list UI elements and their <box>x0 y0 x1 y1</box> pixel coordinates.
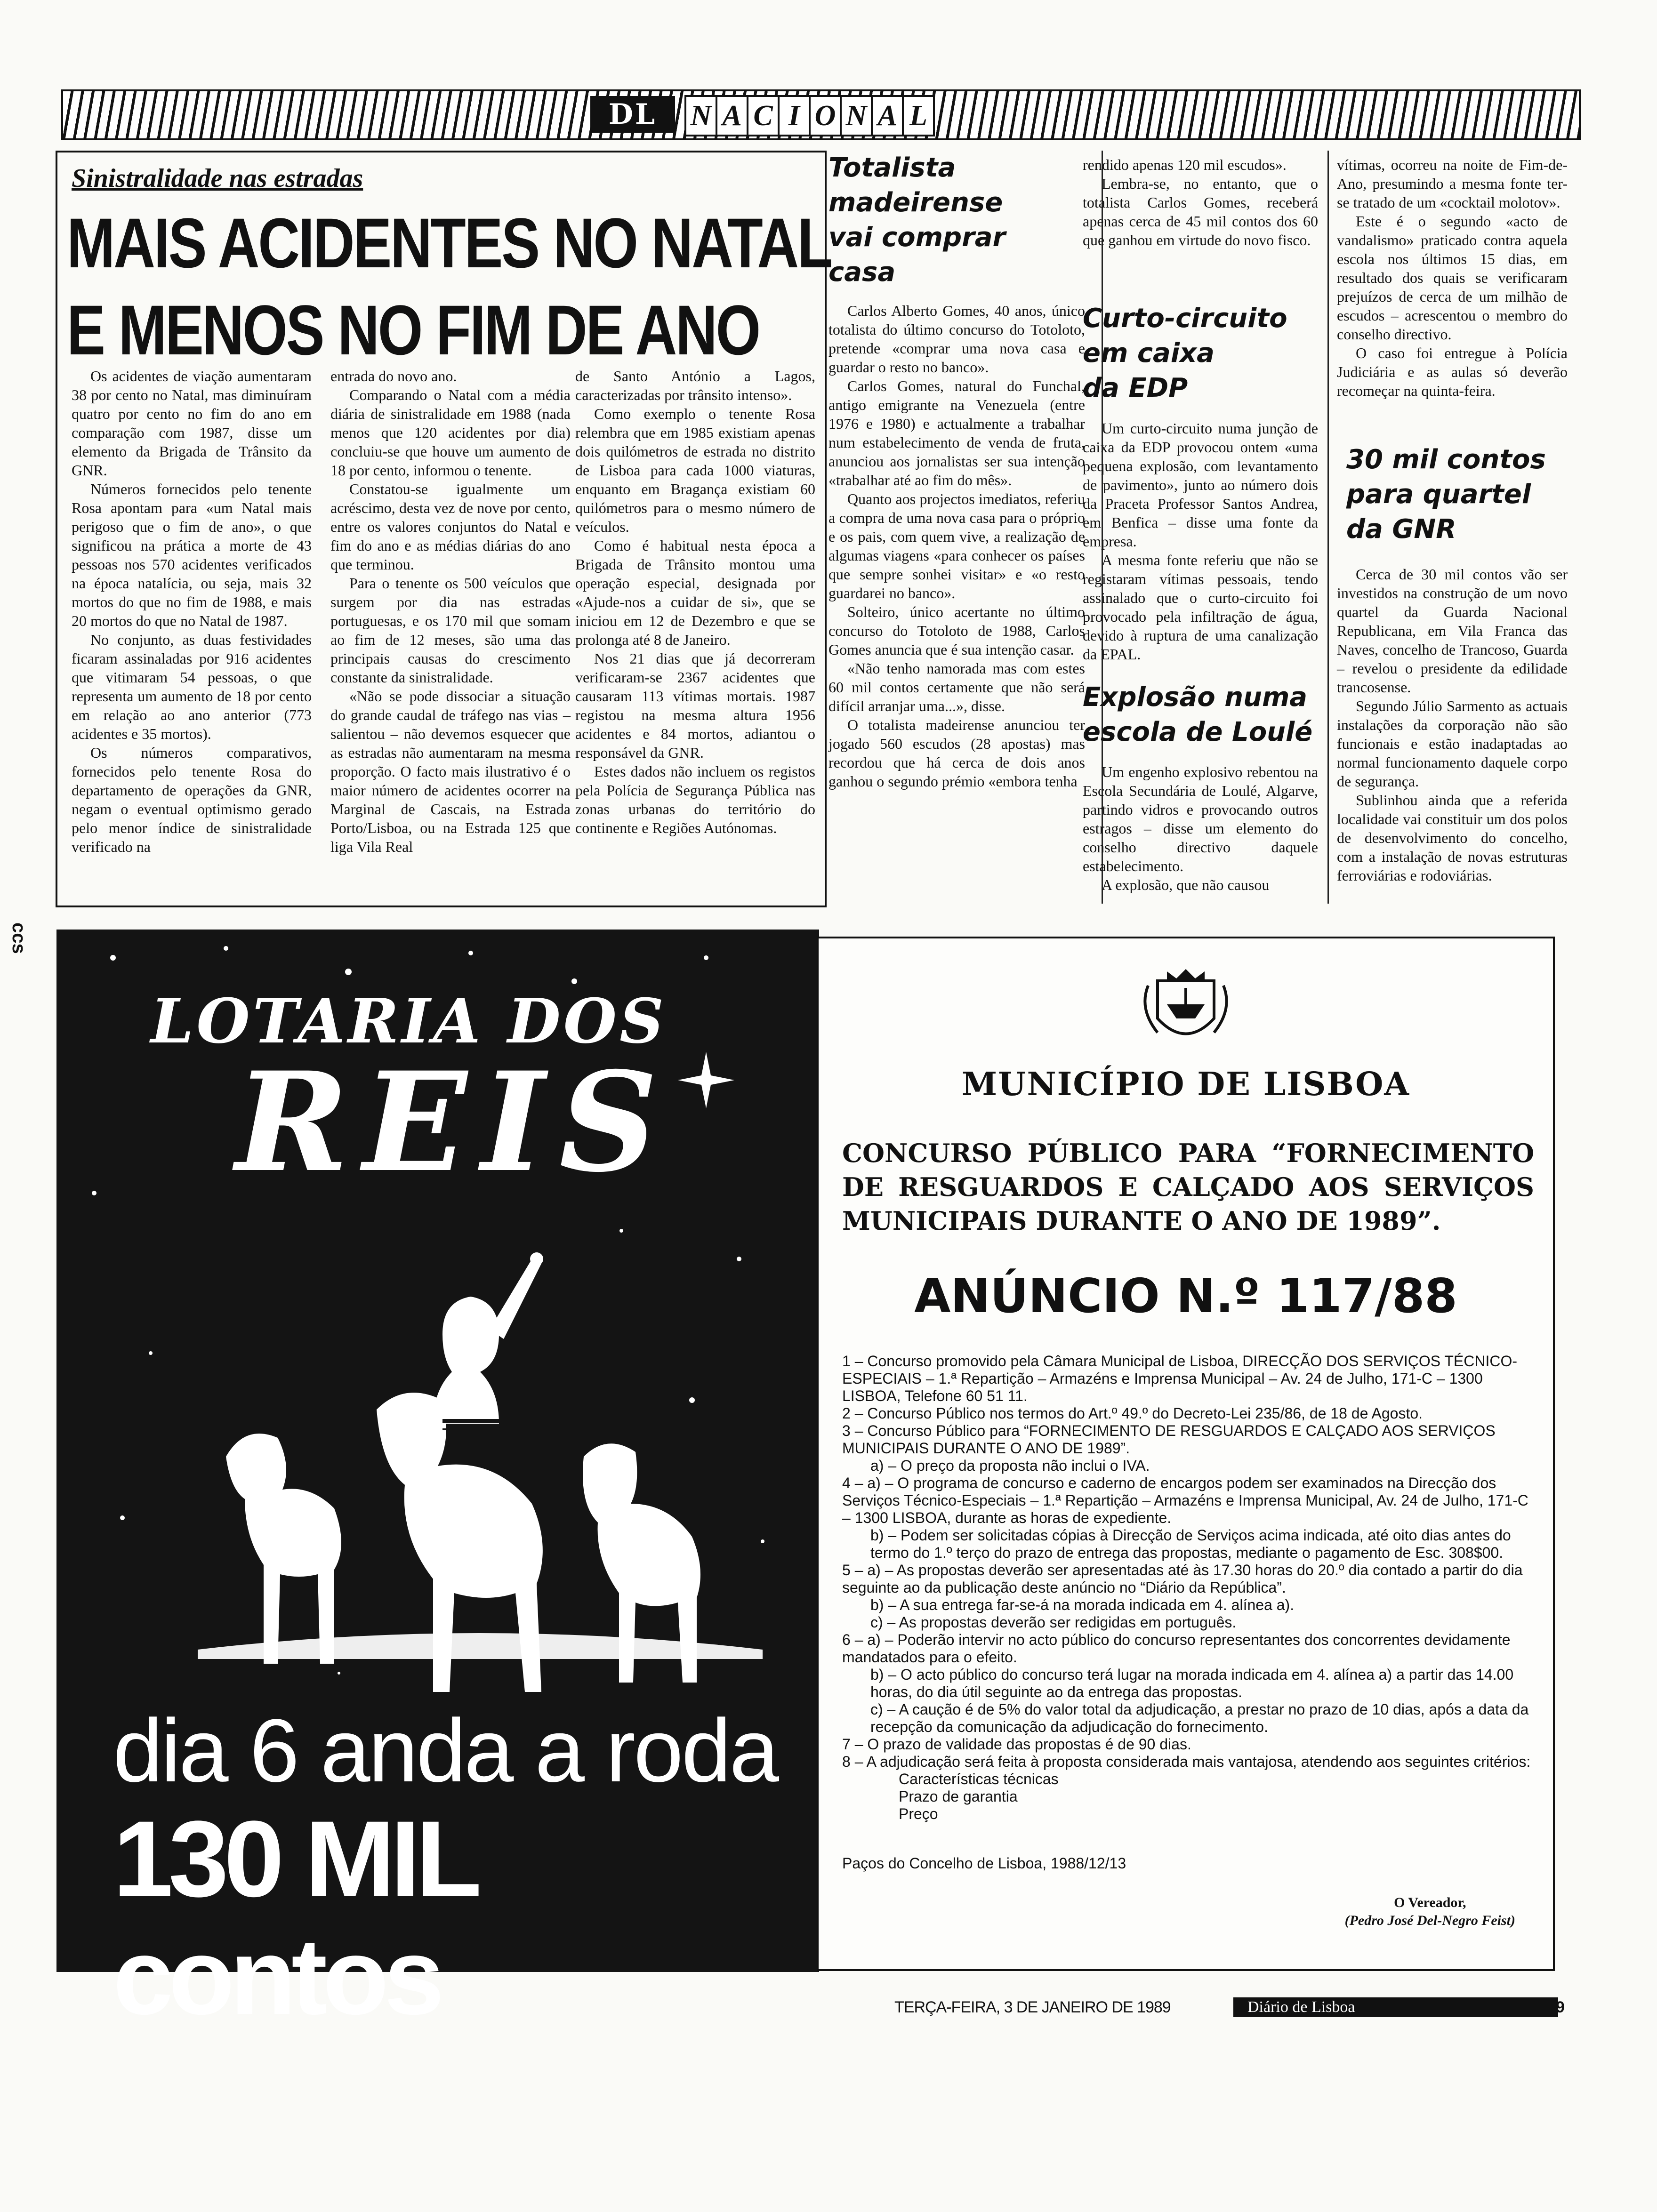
notice-date: Paços do Concelho de Lisboa, 1988/12/13 <box>842 1855 1126 1872</box>
heading-line: da EDP <box>1083 373 1188 403</box>
notice-item: a) – O preço da proposta não inclui o IVA. <box>870 1457 1150 1474</box>
paragraph: A explosão, que não causou <box>1102 876 1270 893</box>
page-footer <box>894 1996 1572 2019</box>
paragraph: Como é habitual nesta época a Brigada de Trânsito montou uma operação especial, designada por «Ajude-nos a cuidar de si», que se iniciou em 12 de Dezembro e que se prolonga até 8 de Janeiro. <box>575 537 815 648</box>
lead-kicker: Sinistralidade nas estradas <box>72 164 363 193</box>
gnr-heading <box>1346 442 1546 547</box>
paragraph: No conjunto, as duas festividades ficaram assinaladas por 916 acidentes que vitimaram 54 pessoas, o que representa um aumento de 18 por cento em relação ao ano anterior (773 acidentes e 35 mortos). <box>72 631 312 742</box>
lotaria-advertisement <box>56 930 819 2037</box>
paragraph: O caso foi entregue à Polícia Judiciária e as aulas só deverão recomeçar na quinta-feira. <box>1337 345 1568 399</box>
municipio-lisboa-notice <box>817 937 1555 1971</box>
notice-item: 5 – a) – As propostas deverão ser apresentadas até às 17.30 horas do 20.º dia contado a partir do dia seguinte ao da publicação deste anúncio no “Diário da República”. <box>842 1562 1523 1596</box>
notice-item: Prazo de garantia <box>899 1788 1018 1805</box>
paragraph: Um curto-circuito numa junção de caixa da EDP provocou ontem «uma pequena explosão, com levantamento de pavimento», junto ao número dois da Praceta Professor Santos Andrea, em Benfica – disse uma fonte da empresa. <box>1083 420 1318 550</box>
side-mark: ccs <box>8 922 29 954</box>
paragraph: Comparando o Natal com a média diária de sinistralidade em 1988 (nada menos que 120 acidentes por dia) concluiu-se que houve um aumento de 18 por cento, informou o tenente. <box>330 386 571 479</box>
heading-line: escola de Loulé <box>1083 717 1313 747</box>
page-number: 9 <box>1556 1998 1565 2016</box>
heading-line: da GNR <box>1346 514 1456 545</box>
explosao-heading <box>1083 680 1312 750</box>
lead-column-3 <box>575 367 815 837</box>
paragraph: Um engenho explosivo rebentou na Escola Secundária de Loulé, Algarve, partindo vidros e provocando outros estragos – disse um elemento do conselho directivo daquele estabelecimento. <box>1083 763 1318 874</box>
article-body <box>1337 155 1568 400</box>
notice-item: b) – A sua entrega far-se-á na morada indicada em 4. alínea a). <box>870 1596 1295 1613</box>
notice-number: ANÚNCIO N.º 117/88 <box>914 1268 1457 1323</box>
gnr-body <box>1337 565 1568 885</box>
section-letter: C <box>748 97 780 135</box>
paragraph: rendido apenas 120 mil escudos». <box>1083 156 1287 173</box>
notice-title: MUNICÍPIO DE LISBOA <box>961 1066 1410 1103</box>
article-body <box>1083 155 1318 249</box>
headline-line: MAIS ACIDENTES NO NATAL <box>67 203 831 282</box>
headline-line: E MENOS NO FIM DE ANO <box>67 290 759 369</box>
notice-item: b) – Podem ser solicitadas cópias à Direcção de Serviços acima indicada, até oito dias antes do termo do 1.º terço do prazo de entrega das propostas, mediante o pagamento de Esc. 308$00. <box>870 1527 1511 1561</box>
column-6 <box>1337 151 1572 913</box>
notice-item: c) – A caução é de 5% do valor total da adjudicação, a prestar no prazo de 10 dias, após a data da recepção da comunicação da adjudicação do fornecimento. <box>870 1701 1529 1735</box>
lead-column-2 <box>330 367 571 856</box>
notice-item: Preço <box>899 1805 938 1822</box>
section-letter: A <box>717 97 748 135</box>
lead-article <box>56 151 831 907</box>
lead-headline <box>67 200 831 374</box>
paragraph: Cerca de 30 mil contos vão ser investidos na construção de um novo quartel da Guarda Nacional Republicana, em Vila Franca das Naves, concelho de Trancoso, Guarda – revelou o presidente da edilidade trancosense. <box>1337 566 1568 696</box>
paragraph: Nos 21 dias que já decorreram verificaram-se 2367 acidentes que causaram 113 vítimas mortais. 1987 registou na mesma altura 1956 acidentes e 84 mortos, adiantou o responsável da GNR. <box>575 650 815 761</box>
lisbon-coat-of-arms-icon <box>1139 967 1233 1051</box>
lotaria-draw-date: dia 6 anda a roda <box>113 1701 777 1801</box>
paragraph: Lembra-se, no entanto, que o totalista Carlos Gomes, receberá apenas cerca de 45 mil contos dos 60 que ganhou em virtude do novo fisco. <box>1083 175 1318 248</box>
paragraph: Constatou-se igualmente um acréscimo, desta vez de nove por cento, entre os valores conjuntos do Natal e fim do ano e as médias diárias do ano que terminou. <box>330 481 571 573</box>
curto-circuito-heading <box>1083 301 1287 406</box>
paragraph: O totalista madeirense anunciou ter jogado 560 escudos (28 apostas) mas recordou que há cerca de dois anos ganhou o segundo prémio «embora tenha <box>828 716 1085 790</box>
section-label-nacional <box>684 95 935 136</box>
column-rule <box>1327 151 1329 904</box>
notice-item: b) – O acto público do concurso terá lugar na morada indicada em 4. alínea a) a partir das 14.00 horas, do dia útil seguinte ao da entrega das propostas. <box>870 1666 1514 1700</box>
lotaria-title-reis: REIS <box>235 1042 672 1202</box>
paragraph: Quanto aos projectos imediatos, referiu a compra de uma nova casa para o próprio e os pais, com quem vive, a realização de algumas viagens «para conhecer os países que sempre sonhei visitar» e «o resto guardarei no banco». <box>828 490 1085 601</box>
article-heading <box>828 151 1005 290</box>
notice-item: 4 – a) – O programa de concurso e caderno de encargos podem ser examinados na Direcção dos Serviços Técnico-Especiais – 1.ª Repartição – Armazéns e Imprensa Municipal, Av. 24 de Julho, 171-C – 1300 LISBOA, durante as horas de expediente. <box>842 1475 1528 1526</box>
notice-subject: CONCURSO PÚBLICO PARA “FORNECIMENTO DE RESGUARDOS E CALÇADO AOS SERVIÇOS MUNICIPAIS DURANTE O ANO DE 1989”. <box>842 1138 1534 1236</box>
three-kings-camels-illustration <box>198 1212 763 1659</box>
heading-line: Totalista <box>828 152 956 183</box>
signer-name: (Pedro José Del-Negro Feist) <box>1344 1913 1515 1928</box>
totalista-article <box>828 151 1097 913</box>
heading-line: vai comprar <box>828 222 1006 253</box>
lotaria-title: LOTARIA DOS <box>151 985 667 1057</box>
section-letter: O <box>811 97 842 135</box>
paragraph: «Não tenho namorada mas com estes 60 mil contos certamente que não será difícil arranjar uma...», disse. <box>828 660 1085 714</box>
paragraph: Como exemplo o tenente Rosa relembra que em 1985 existiam apenas dois quilómetros de estrada no distrito de Lisboa para cada 1000 viaturas, enquanto em Bragança existiam 60 quilómetros para o mesmo número de veículos. <box>575 405 815 535</box>
paragraph: Números fornecidos pelo tenente Rosa apontam para «um Natal mais perigoso que o fim de ano», o que significou na prática a morte de 43 pessoas nos 570 acidentes verificados na época natalícia, ou seja, mais 32 mortos do que no fim de 1988, e mais 20 mortos do que no Natal de 1987. <box>72 481 312 629</box>
paragraph: Este é o segundo «acto de vandalismo» praticado contra aquela escola nos últimos 15 dias, em resultado dos quais se verificaram prejuízos de cerca de um milhão de escudos – acrescentou o membro do conselho directivo. <box>1337 213 1568 343</box>
footer-newspaper-name: Diário de Lisboa <box>1233 1997 1558 2017</box>
paragraph: Para o tenente os 500 veículos que surgem por dia nas estradas portuguesas, e os 170 mil que somam ao fim de 12 meses, são uma das principais causas do crescimento constante da sinistralidade. <box>330 575 571 686</box>
section-header <box>61 89 1581 140</box>
lead-column-1 <box>72 367 312 856</box>
article-body <box>828 301 1085 791</box>
paragraph: Sublinhou ainda que a referida localidade vai constituir um dos polos de desenvolvimento do concelho, com a instalação de novas estruturas ferroviárias e rodoviárias. <box>1337 792 1568 884</box>
paragraph: Os acidentes de viação aumentaram 38 por cento no Natal, mas diminuíram quatro por cento no fim do ano em comparação com 1987, disse um elemento da Brigada de Trânsito da GNR. <box>72 368 312 479</box>
paragraph: Os números comparativos, fornecidos pelo tenente Rosa do departamento de operações da GNR, negam o eventual optimismo gerado pelo menor índice de sinistralidade verificado na <box>72 744 312 855</box>
column-5 <box>1083 151 1327 913</box>
paragraph: Carlos Alberto Gomes, 40 anos, único totalista do último concurso do Totoloto, pretende «comprar uma nova casa e guardar o resto no banco». <box>828 302 1085 376</box>
paragraph: Segundo Júlio Sarmento as actuais instalações da corporação não são funcionais e estão inadaptadas ao normal funcionamento daquele corpo de segurança. <box>1337 697 1568 790</box>
paragraph: Estes dados não incluem os registos pela Polícia de Segurança Pública nas zonas urbanas do território do continente e Regiões Autónomas. <box>575 763 815 836</box>
heading-line: para quartel <box>1346 479 1531 510</box>
explosao-body <box>1083 762 1318 894</box>
paragraph: Solteiro, único acertante no último concurso do Totoloto de 1988, Carlos Gomes anuncia que é sua intenção casar. <box>828 603 1085 658</box>
paragraph: «Não se pode dissociar a situação do grande caudal de tráfego nas vias – salientou – não devemos esquecer que as estradas não aumentaram na mesma proporção. O facto mais ilustrativo é o maior número de acidentes ocorrer na Marginal de Cascais, na Estrada Porto/Lisboa, ou na Estrada 125 que liga Vila Real <box>330 688 571 855</box>
heading-line: casa <box>828 257 896 288</box>
notice-item: 7 – O prazo de validade das propostas é de 90 dias. <box>842 1736 1191 1753</box>
heading-line: em caixa <box>1083 338 1215 369</box>
section-letter: L <box>909 100 927 132</box>
heading-line: Explosão numa <box>1083 682 1308 713</box>
curto-circuito-body <box>1083 419 1318 664</box>
notice-item: 3 – Concurso Público para “FORNECIMENTO DE RESGUARDOS E CALÇADO AOS SERVIÇOS MUNICIPAIS DURANTE O ANO DE 1989”. <box>842 1422 1496 1457</box>
lotaria-prize: 130 MIL contos <box>113 1798 475 2037</box>
paragraph: Carlos Gomes, natural do Funchal, antigo emigrante na Venezuela (entre 1976 e 1980) e actualmente a trabalhar num estabelecimento de venda de fruta, anunciou aos jornalistas ser sua intenção «trabalhar até ao fim do mês». <box>828 377 1085 489</box>
section-letter: N <box>842 97 873 135</box>
dl-logo: DL <box>590 96 675 133</box>
signer-role: O Vereador, <box>1394 1895 1466 1910</box>
footer-date: TERÇA-FEIRA, 3 DE JANEIRO DE 1989 <box>894 1998 1171 2016</box>
paragraph: de Santo António a Lagos, caracterizadas por trânsito intenso». <box>575 368 815 403</box>
notice-item: 6 – a) – Poderão intervir no acto público do concurso representantes dos concorrentes devidamente mandatados para o efeito. <box>842 1631 1511 1666</box>
heading-line: 30 mil contos <box>1346 444 1546 475</box>
notice-item: Características técnicas <box>899 1771 1059 1787</box>
notice-item: 8 – A adjudicação será feita à proposta considerada mais vantajosa, atendendo aos seguintes critérios: <box>842 1753 1531 1770</box>
notice-item: 2 – Concurso Público nos termos do Art.º 49.º do Decreto-Lei 235/86, de 18 de Agosto. <box>842 1405 1423 1422</box>
notice-signature <box>1345 1894 1515 1930</box>
notice-item: c) – As propostas deverão ser redigidas em português. <box>870 1614 1237 1631</box>
section-letter: I <box>780 97 811 135</box>
notice-item: 1 – Concurso promovido pela Câmara Municipal de Lisboa, DIRECÇÃO DOS SERVIÇOS TÉCNICO-ESPECIAIS – 1.ª Repartição – Armazéns e Imprensa Municipal – Av. 24 de Julho, 171-C – 1300 LISBOA, Telefone 60 51 11. <box>842 1353 1518 1404</box>
paragraph: vítimas, ocorreu na noite de Fim-de-Ano, presumindo a mesma fonte ter-se tratado de um «cocktail molotov». <box>1337 156 1568 211</box>
section-letter: N <box>686 97 717 135</box>
paragraph: entrada do novo ano. <box>330 368 457 385</box>
notice-items <box>842 1353 1534 1823</box>
heading-line: madeirense <box>828 187 1003 218</box>
paragraph: A mesma fonte referiu que não se registaram vítimas pessoais, tendo assinalado que o curto-circuito foi provocado pela infiltração de água, devido à ruptura de uma canalização da EPAL. <box>1083 552 1318 663</box>
heading-line: Curto-circuito <box>1083 303 1287 334</box>
section-letter: A <box>873 97 904 135</box>
